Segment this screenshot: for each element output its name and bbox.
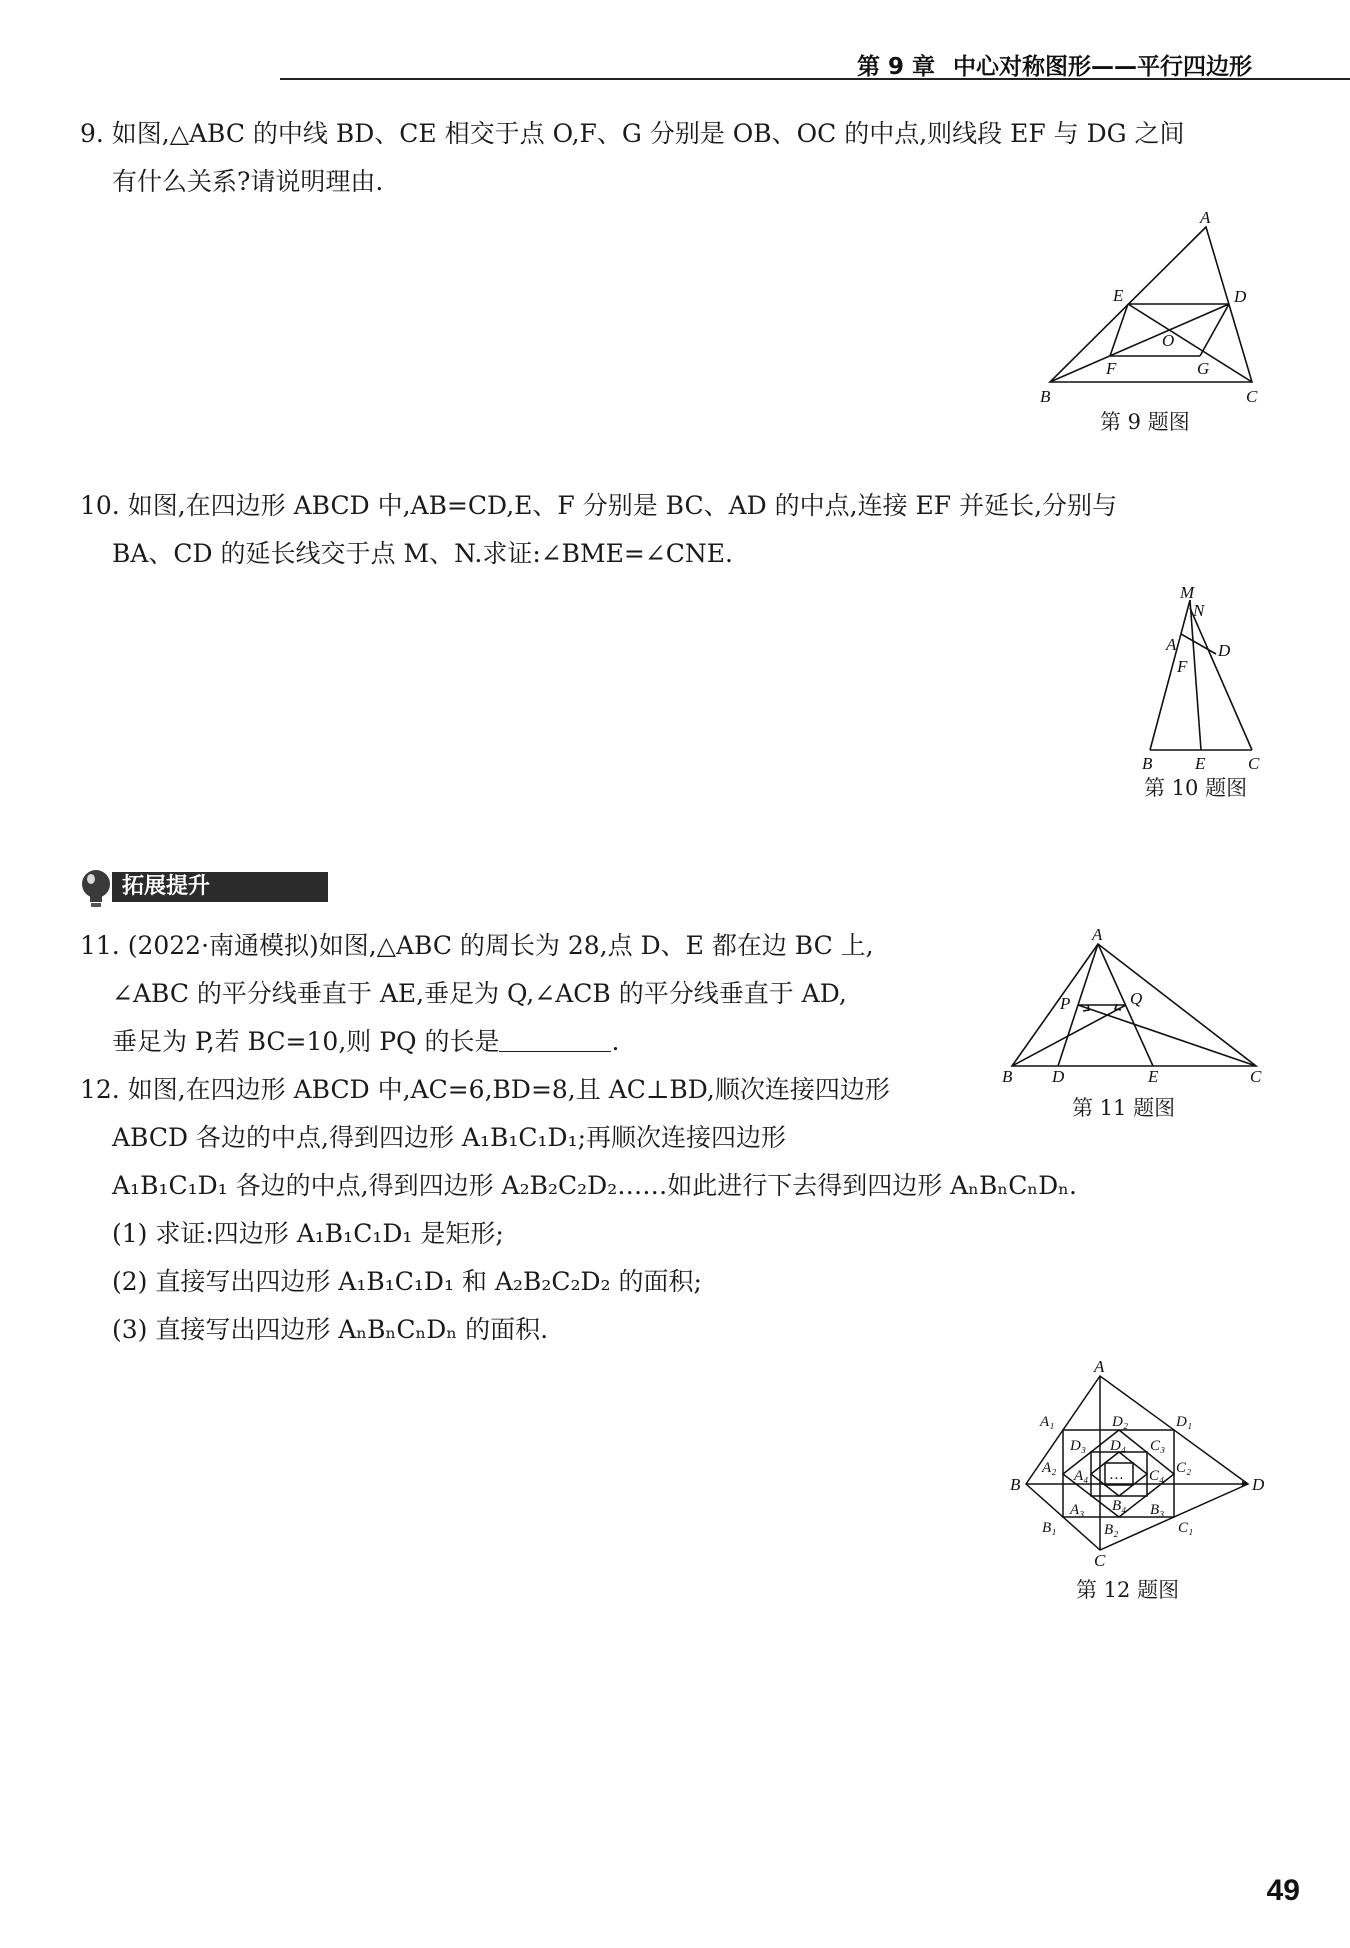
figure-10 <box>1130 580 1270 800</box>
fig11-label-a: A <box>1092 926 1103 944</box>
figure-9-diagram <box>1030 210 1270 410</box>
fig9-label-o: O <box>1162 331 1175 350</box>
q10-line-1: 10. 如图,在四边形 ABCD 中,AB=CD,E、F 分别是 BC、AD 的中点,连接 EF 并延长,分别与 <box>80 491 1118 520</box>
chapter-number: 第 9 章 <box>856 54 935 80</box>
fig11-label-q: Q <box>1130 989 1143 1008</box>
fig9-label-f: F <box>1106 359 1117 378</box>
q12-line-3: A₁B₁C₁D₁ 各边的中点,得到四边形 A₂B₂C₂D₂……如此进行下去得到四边形 AₙBₙCₙDₙ. <box>112 1171 1077 1200</box>
fig12-label-b: B <box>1010 1475 1021 1494</box>
fig12-label-c1: C₁ <box>1178 1520 1194 1536</box>
q10-line-2: BA、CD 的延长线交于点 M、N.求证:∠BME=∠CNE. <box>112 539 733 568</box>
fig12-label-a: A <box>1094 1360 1105 1376</box>
fig12-label-ellipsis: … <box>1110 1467 1124 1483</box>
q11-line-3 <box>80 1018 874 1066</box>
quadrilateral-abcd <box>1026 1376 1248 1550</box>
fig12-label-d3: D₃ <box>1070 1438 1087 1454</box>
question-11 <box>80 922 874 1066</box>
header-rule <box>280 78 1350 80</box>
lightbulb-icon <box>78 868 118 912</box>
fig10-label-b: B <box>1142 754 1153 770</box>
fig12-label-d1: D₁ <box>1176 1414 1193 1430</box>
question-9 <box>80 110 1185 206</box>
q12-line-1: 12. 如图,在四边形 ABCD 中,AC=6,BD=8,且 AC⊥BD,顺次连接四边形 <box>80 1075 890 1104</box>
fig9-label-b: B <box>1040 387 1051 406</box>
fig12-label-a1: A₁ <box>1040 1414 1055 1430</box>
bisector-c <box>1078 1005 1256 1066</box>
q11-line-3-text: 垂足为 P,若 BC=10,则 PQ 的长是 <box>112 1027 500 1056</box>
fig9-label-g: G <box>1197 359 1210 378</box>
figure-12-caption: 第 12 题图 <box>1076 1578 1180 1602</box>
fig10-label-n: N <box>1193 601 1205 620</box>
figure-12 <box>1004 1360 1280 1602</box>
fig9-label-d: D <box>1234 287 1247 306</box>
bisector-b <box>1012 1005 1126 1066</box>
fig10-label-m: M <box>1180 583 1195 602</box>
q12-part-1: (1) 求证:四边形 A₁B₁C₁D₁ 是矩形; <box>112 1219 504 1248</box>
fig12-label-a2: A₂ <box>1042 1460 1057 1476</box>
page-number: 49 <box>1266 1874 1300 1907</box>
fig12-label-b1: B₁ <box>1042 1520 1057 1536</box>
fig12-label-c2: C₂ <box>1176 1460 1192 1476</box>
fig10-label-c: C <box>1248 754 1260 770</box>
figure-9 <box>1030 210 1270 434</box>
q11-line-2: ∠ABC 的平分线垂直于 AE,垂足为 Q,∠ACB 的平分线垂直于 AD, <box>112 979 847 1008</box>
fig11-label-b: B <box>1002 1067 1013 1086</box>
fig10-label-a: A <box>1166 635 1177 654</box>
q11-line-1: 11. (2022·南通模拟)如图,△ABC 的周长为 28,点 D、E 都在边 BC 上, <box>80 931 874 960</box>
fig12-label-b2: B₂ <box>1104 1522 1119 1538</box>
fig11-label-c: C <box>1250 1067 1262 1086</box>
chapter-title <box>857 48 1252 81</box>
q11-line-3-end: . <box>611 1027 620 1056</box>
figure-9-caption: 第 9 题图 <box>1100 410 1190 434</box>
q9-line-2: 有什么关系?请说明理由. <box>112 167 384 196</box>
fig11-label-e: E <box>1148 1067 1159 1086</box>
question-12 <box>80 1066 1077 1354</box>
fig9-label-e: E <box>1113 286 1124 305</box>
section-banner <box>78 868 248 904</box>
fig12-label-c3: C₃ <box>1150 1438 1166 1454</box>
fig12-label-a3: A₃ <box>1070 1502 1085 1518</box>
figure-10-caption: 第 10 题图 <box>1144 776 1248 800</box>
figure-12-diagram <box>1004 1360 1280 1570</box>
fig11-label-p: P <box>1060 994 1071 1013</box>
page-header <box>280 48 1350 82</box>
q12-line-2: ABCD 各边的中点,得到四边形 A₁B₁C₁D₁;再顺次连接四边形 <box>112 1123 787 1152</box>
fig11-label-d: D <box>1052 1067 1065 1086</box>
fig12-label-b3: B₃ <box>1150 1502 1165 1518</box>
figure-10-diagram <box>1130 580 1270 770</box>
section-title: 拓展提升 <box>112 872 328 902</box>
q12-part-3: (3) 直接写出四边形 AₙBₙCₙDₙ 的面积. <box>112 1315 549 1344</box>
fig10-label-d: D <box>1218 641 1231 660</box>
figure-11-diagram <box>1000 926 1270 1086</box>
fig9-label-a: A <box>1200 210 1211 227</box>
fig12-label-d2: D₂ <box>1112 1414 1129 1430</box>
figure-11-caption: 第 11 题图 <box>1072 1096 1176 1120</box>
fig12-label-b4: B₄ <box>1112 1498 1127 1514</box>
figure-11 <box>1000 926 1270 1120</box>
chapter-name: 中心对称图形——平行四边形 <box>953 54 1252 80</box>
fig10-label-e: E <box>1195 754 1206 770</box>
fig12-label-c: C <box>1094 1551 1106 1570</box>
fig12-label-a4: A₄ <box>1074 1468 1089 1484</box>
segment-dg <box>1200 304 1229 356</box>
answer-blank[interactable] <box>499 1027 611 1052</box>
q12-part-2: (2) 直接写出四边形 A₁B₁C₁D₁ 和 A₂B₂C₂D₂ 的面积; <box>112 1267 702 1296</box>
median-ce <box>1128 304 1252 382</box>
fig10-label-f: F <box>1177 657 1188 676</box>
question-10 <box>80 482 1117 578</box>
segment-ef <box>1110 304 1128 356</box>
fig9-label-c: C <box>1246 387 1258 406</box>
fig12-label-c4: C₄ <box>1149 1468 1165 1484</box>
segment-ad <box>1181 634 1216 654</box>
fig12-label-d: D <box>1252 1475 1265 1494</box>
q9-line-1: 9. 如图,△ABC 的中线 BD、CE 相交于点 O,F、G 分别是 OB、OC 的中点,则线段 EF 与 DG 之间 <box>80 119 1185 148</box>
fig12-label-d4: D₄ <box>1110 1438 1127 1454</box>
